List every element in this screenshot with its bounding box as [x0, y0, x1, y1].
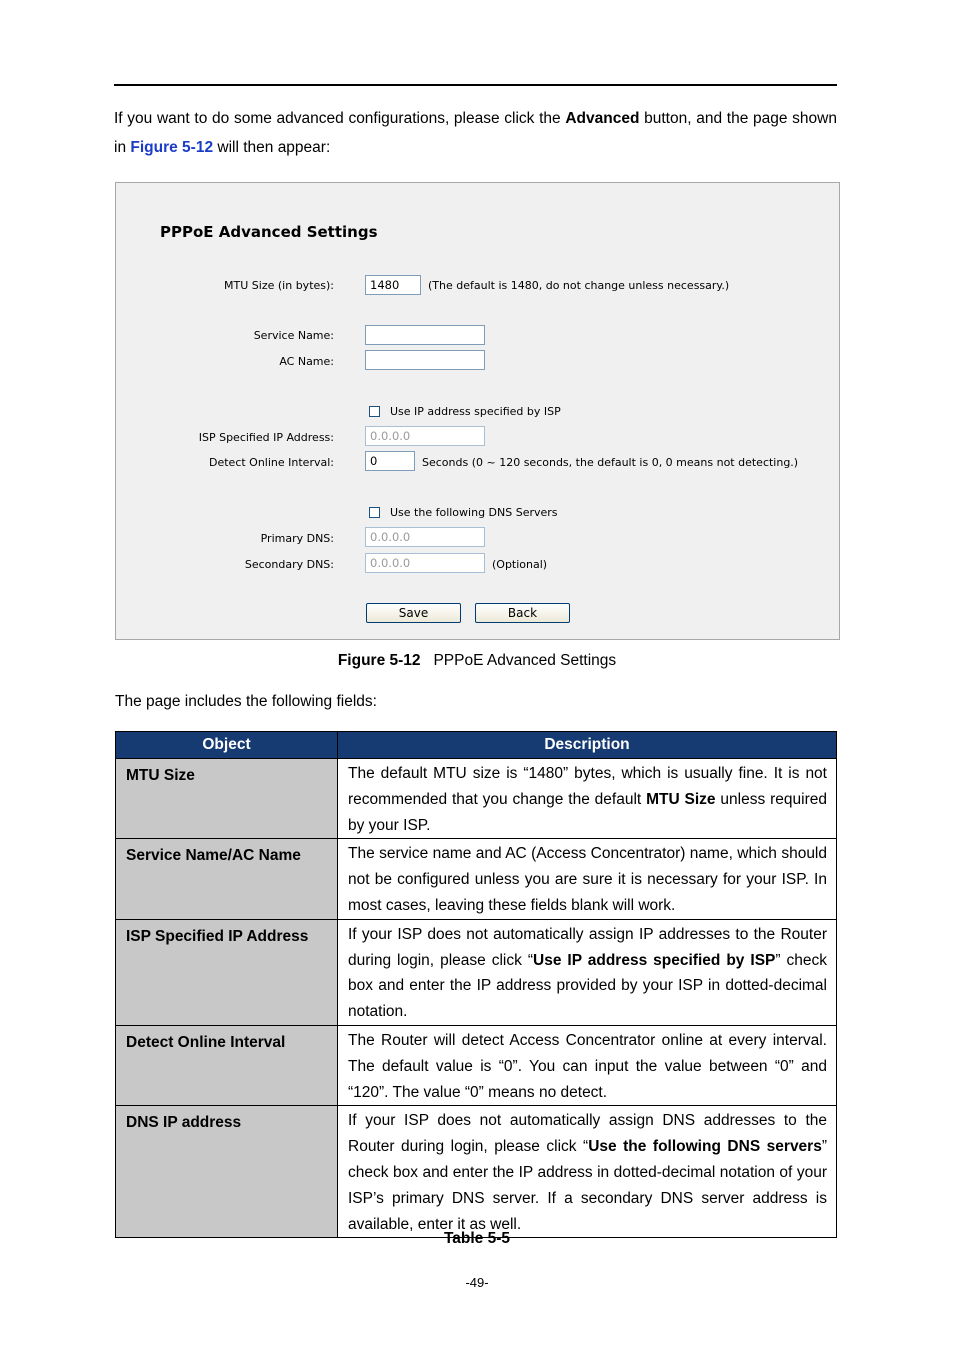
table-row: [116, 1025, 837, 1105]
description-text: If your ISP does not automatically assign IP addresses to the Router during login, please click “: [348, 925, 827, 969]
primary-dns-input[interactable]: 0.0.0.0: [365, 527, 485, 547]
save-button[interactable]: Save: [366, 603, 461, 623]
intro-paragraph: [114, 104, 837, 162]
detect-interval-input[interactable]: 0: [365, 451, 415, 471]
panel-title: PPPoE Advanced Settings: [160, 223, 378, 241]
ac-name-input[interactable]: [365, 350, 485, 370]
header-rule: [114, 84, 837, 86]
table-caption: Table 5-5: [443, 1230, 511, 1247]
intro-text-3: will then appear:: [213, 139, 331, 156]
detect-interval-hint: Seconds (0 ~ 120 seconds, the default is 0, 0 means not detecting.): [422, 456, 799, 469]
description-cell: [338, 1106, 837, 1238]
table-row: [116, 919, 837, 1025]
service-name-input[interactable]: [365, 325, 485, 345]
description-text: The Router will detect Access Concentrator online at every interval. The default value is “0”. You can input the value between “0” and “120”. The value “0” means no detect.: [348, 1031, 827, 1101]
description-text: ” check box and enter the IP address in dotted-decimal notation of your ISP’s primary DNS server. If a secondary DNS server address is available, enter it as well.: [348, 1138, 828, 1233]
table-row: [116, 839, 837, 919]
description-text: The default MTU size is “1480” bytes, which is usually fine. It is not recommended that you change the default: [348, 765, 827, 808]
description-text: ” check box and enter the IP address provided by your ISP in dotted-decimal notation.: [348, 951, 827, 1021]
description-bold: Use IP address specified by ISP: [533, 951, 776, 969]
object-cell: ISP Specified IP Address: [116, 919, 338, 1025]
detect-interval-label: Detect Online Interval:: [209, 456, 334, 469]
figure-caption-number: Figure 5-12: [337, 652, 421, 669]
mtu-label: MTU Size (in bytes):: [224, 279, 334, 292]
secondary-dns-label: Secondary DNS:: [244, 558, 334, 571]
service-name-label: Service Name:: [253, 329, 334, 342]
description-cell: [338, 839, 837, 919]
description-cell: [338, 1025, 837, 1105]
header-description: Description: [338, 732, 837, 759]
description-bold: Use the following DNS servers: [588, 1138, 822, 1156]
fields-intro: The page includes the following fields:: [115, 693, 377, 710]
back-button[interactable]: Back: [475, 603, 570, 623]
use-isp-ip-checkbox[interactable]: [369, 406, 380, 417]
secondary-dns-input[interactable]: 0.0.0.0: [365, 553, 485, 573]
header-object: Object: [116, 732, 338, 759]
intro-advanced-term: Advanced: [565, 110, 640, 127]
figure-caption-text: PPPoE Advanced Settings: [433, 652, 617, 669]
optional-hint: (Optional): [492, 558, 548, 571]
object-cell: MTU Size: [116, 759, 338, 839]
table-header-row: [116, 732, 837, 759]
table-row: [116, 759, 837, 839]
description-text: unless required by your ISP.: [348, 790, 827, 834]
intro-text-2: button, and the page shown in: [114, 110, 837, 156]
mtu-input[interactable]: 1480: [365, 275, 421, 295]
description-text: If your ISP does not automatically assign DNS addresses to the Router during login, please click “: [348, 1112, 827, 1156]
primary-dns-label: Primary DNS:: [260, 532, 334, 545]
isp-ip-label: ISP Specified IP Address:: [198, 431, 334, 444]
ac-name-label: AC Name:: [279, 355, 334, 368]
object-cell: DNS IP address: [116, 1106, 338, 1238]
isp-ip-input[interactable]: 0.0.0.0: [365, 426, 485, 446]
use-dns-checkbox[interactable]: [369, 507, 380, 518]
figure-caption: [0, 652, 954, 670]
description-text: The service name and AC (Access Concentrator) name, which should not be configured unless you are sure it is necessary for your ISP. In most cases, leaving these fields blank will work.: [348, 845, 827, 914]
description-cell: [338, 759, 837, 839]
intro-text-1: If you want to do some advanced configurations, please click the: [114, 110, 566, 127]
table-row: [116, 1106, 837, 1238]
object-cell: Detect Online Interval: [116, 1025, 338, 1105]
use-dns-label: Use the following DNS Servers: [390, 506, 558, 519]
fields-table: [115, 731, 837, 1238]
description-bold: MTU Size: [646, 790, 716, 808]
use-isp-ip-label: Use IP address specified by ISP: [390, 405, 561, 418]
object-cell: Service Name/AC Name: [116, 839, 338, 919]
figure-reference-link[interactable]: Figure 5-12: [130, 139, 214, 156]
pppoe-settings-screenshot: [115, 182, 840, 640]
mtu-hint: (The default is 1480, do not change unless necessary.): [428, 279, 730, 292]
description-cell: [338, 919, 837, 1025]
page-number: -49-: [465, 1275, 489, 1290]
